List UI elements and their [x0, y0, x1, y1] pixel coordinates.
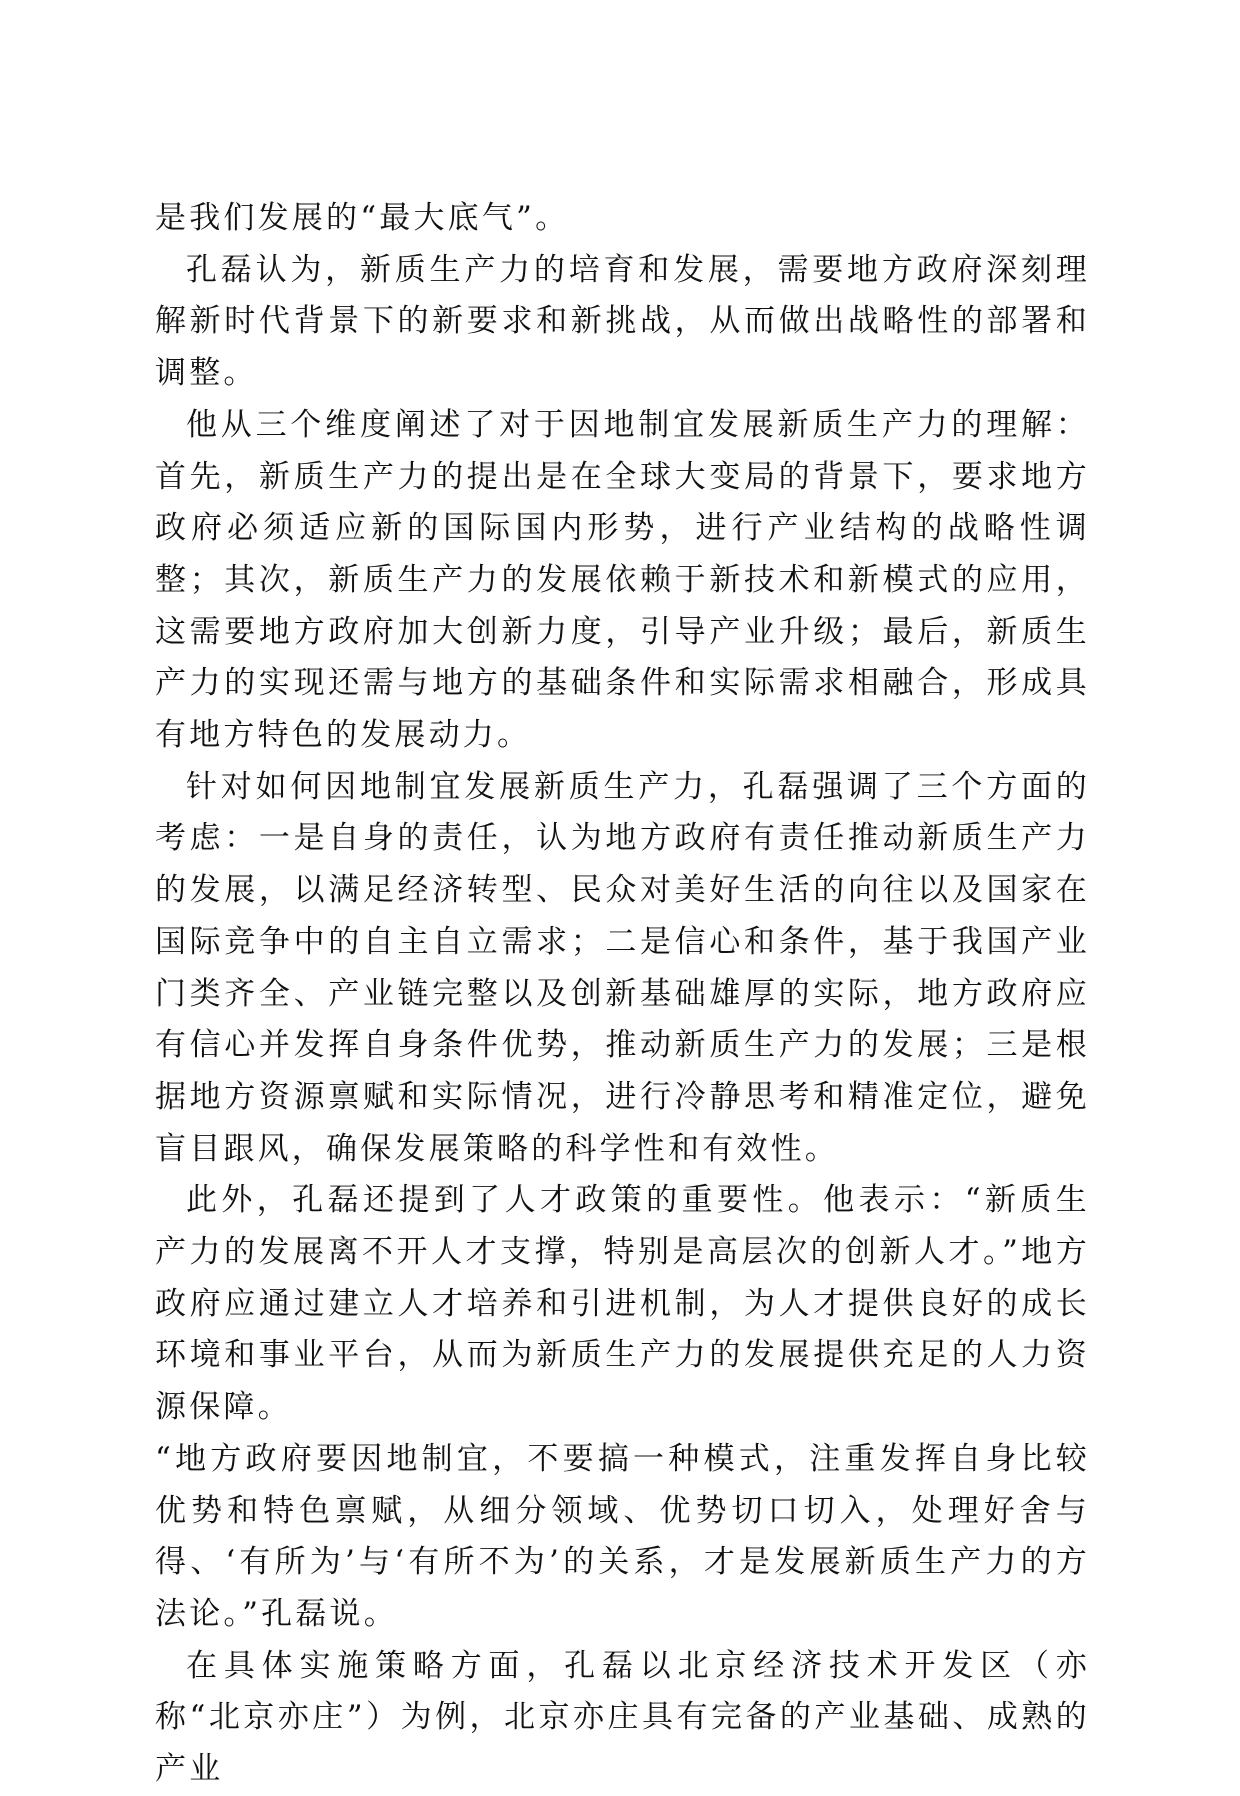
paragraph-three-dimensions: 他从三个维度阐述了对于因地制宜发展新质生产力的理解：首先，新质生产力的提出是在全球大变局的背景下，要求地方政府必须适应新的国际国内形势，进行产业结构的战略性调整；其次，新质生产力的发展依赖于新技术和新模式的应用，这需要地方政府加大创新力度，引导产业升级；最后，新质生产力的实现还需与地方的基础条件和实际需求相融合，形成具有地方特色的发展动力。 [155, 406, 1090, 754]
paragraph-kong-lei-view: 孔磊认为，新质生产力的培育和发展，需要地方政府深刻理解新时代背景下的新要求和新挑战，从而做出战略性的部署和调整。 [155, 251, 1090, 392]
article-body [155, 193, 1090, 1796]
paragraph-implementation-strategy: 在具体实施策略方面，孔磊以北京经济技术开发区（亦称“北京亦庄”）为例，北京亦庄具有完备的产业基础、成熟的产业 [155, 1647, 1090, 1788]
paragraph-quote-methodology: “地方政府要因地制宜，不要搞一种模式，注重发挥自身比较优势和特色禀赋，从细分领域、优势切口切入，处理好舍与得、‘有所为’与‘有所不为’的关系，才是发展新质生产力的方法论。”孔磊说。 [155, 1440, 1090, 1632]
paragraph-three-considerations: 针对如何因地制宜发展新质生产力，孔磊强调了三个方面的考虑：一是自身的责任，认为地方政府有责任推动新质生产力的发展，以满足经济转型、民众对美好生活的向往以及国家在国际竞争中的自主自立需求；二是信心和条件，基于我国产业门类齐全、产业链完整以及创新基础雄厚的实际，地方政府应有信心并发挥自身条件优势，推动新质生产力的发展；三是根据地方资源禀赋和实际情况，进行冷静思考和精准定位，避免盲目跟风，确保发展策略的科学性和有效性。 [155, 768, 1090, 1167]
paragraph-continuation: 是我们发展的“最大底气”。 [155, 200, 570, 236]
paragraph-talent-policy: 此外，孔磊还提到了人才政策的重要性。他表示：“新质生产力的发展离不开人才支撑，特别是高层次的创新人才。”地方政府应通过建立人才培养和引进机制，为人才提供良好的成长环境和事业平台，从而为新质生产力的发展提供充足的人力资源保障。 [155, 1182, 1090, 1426]
